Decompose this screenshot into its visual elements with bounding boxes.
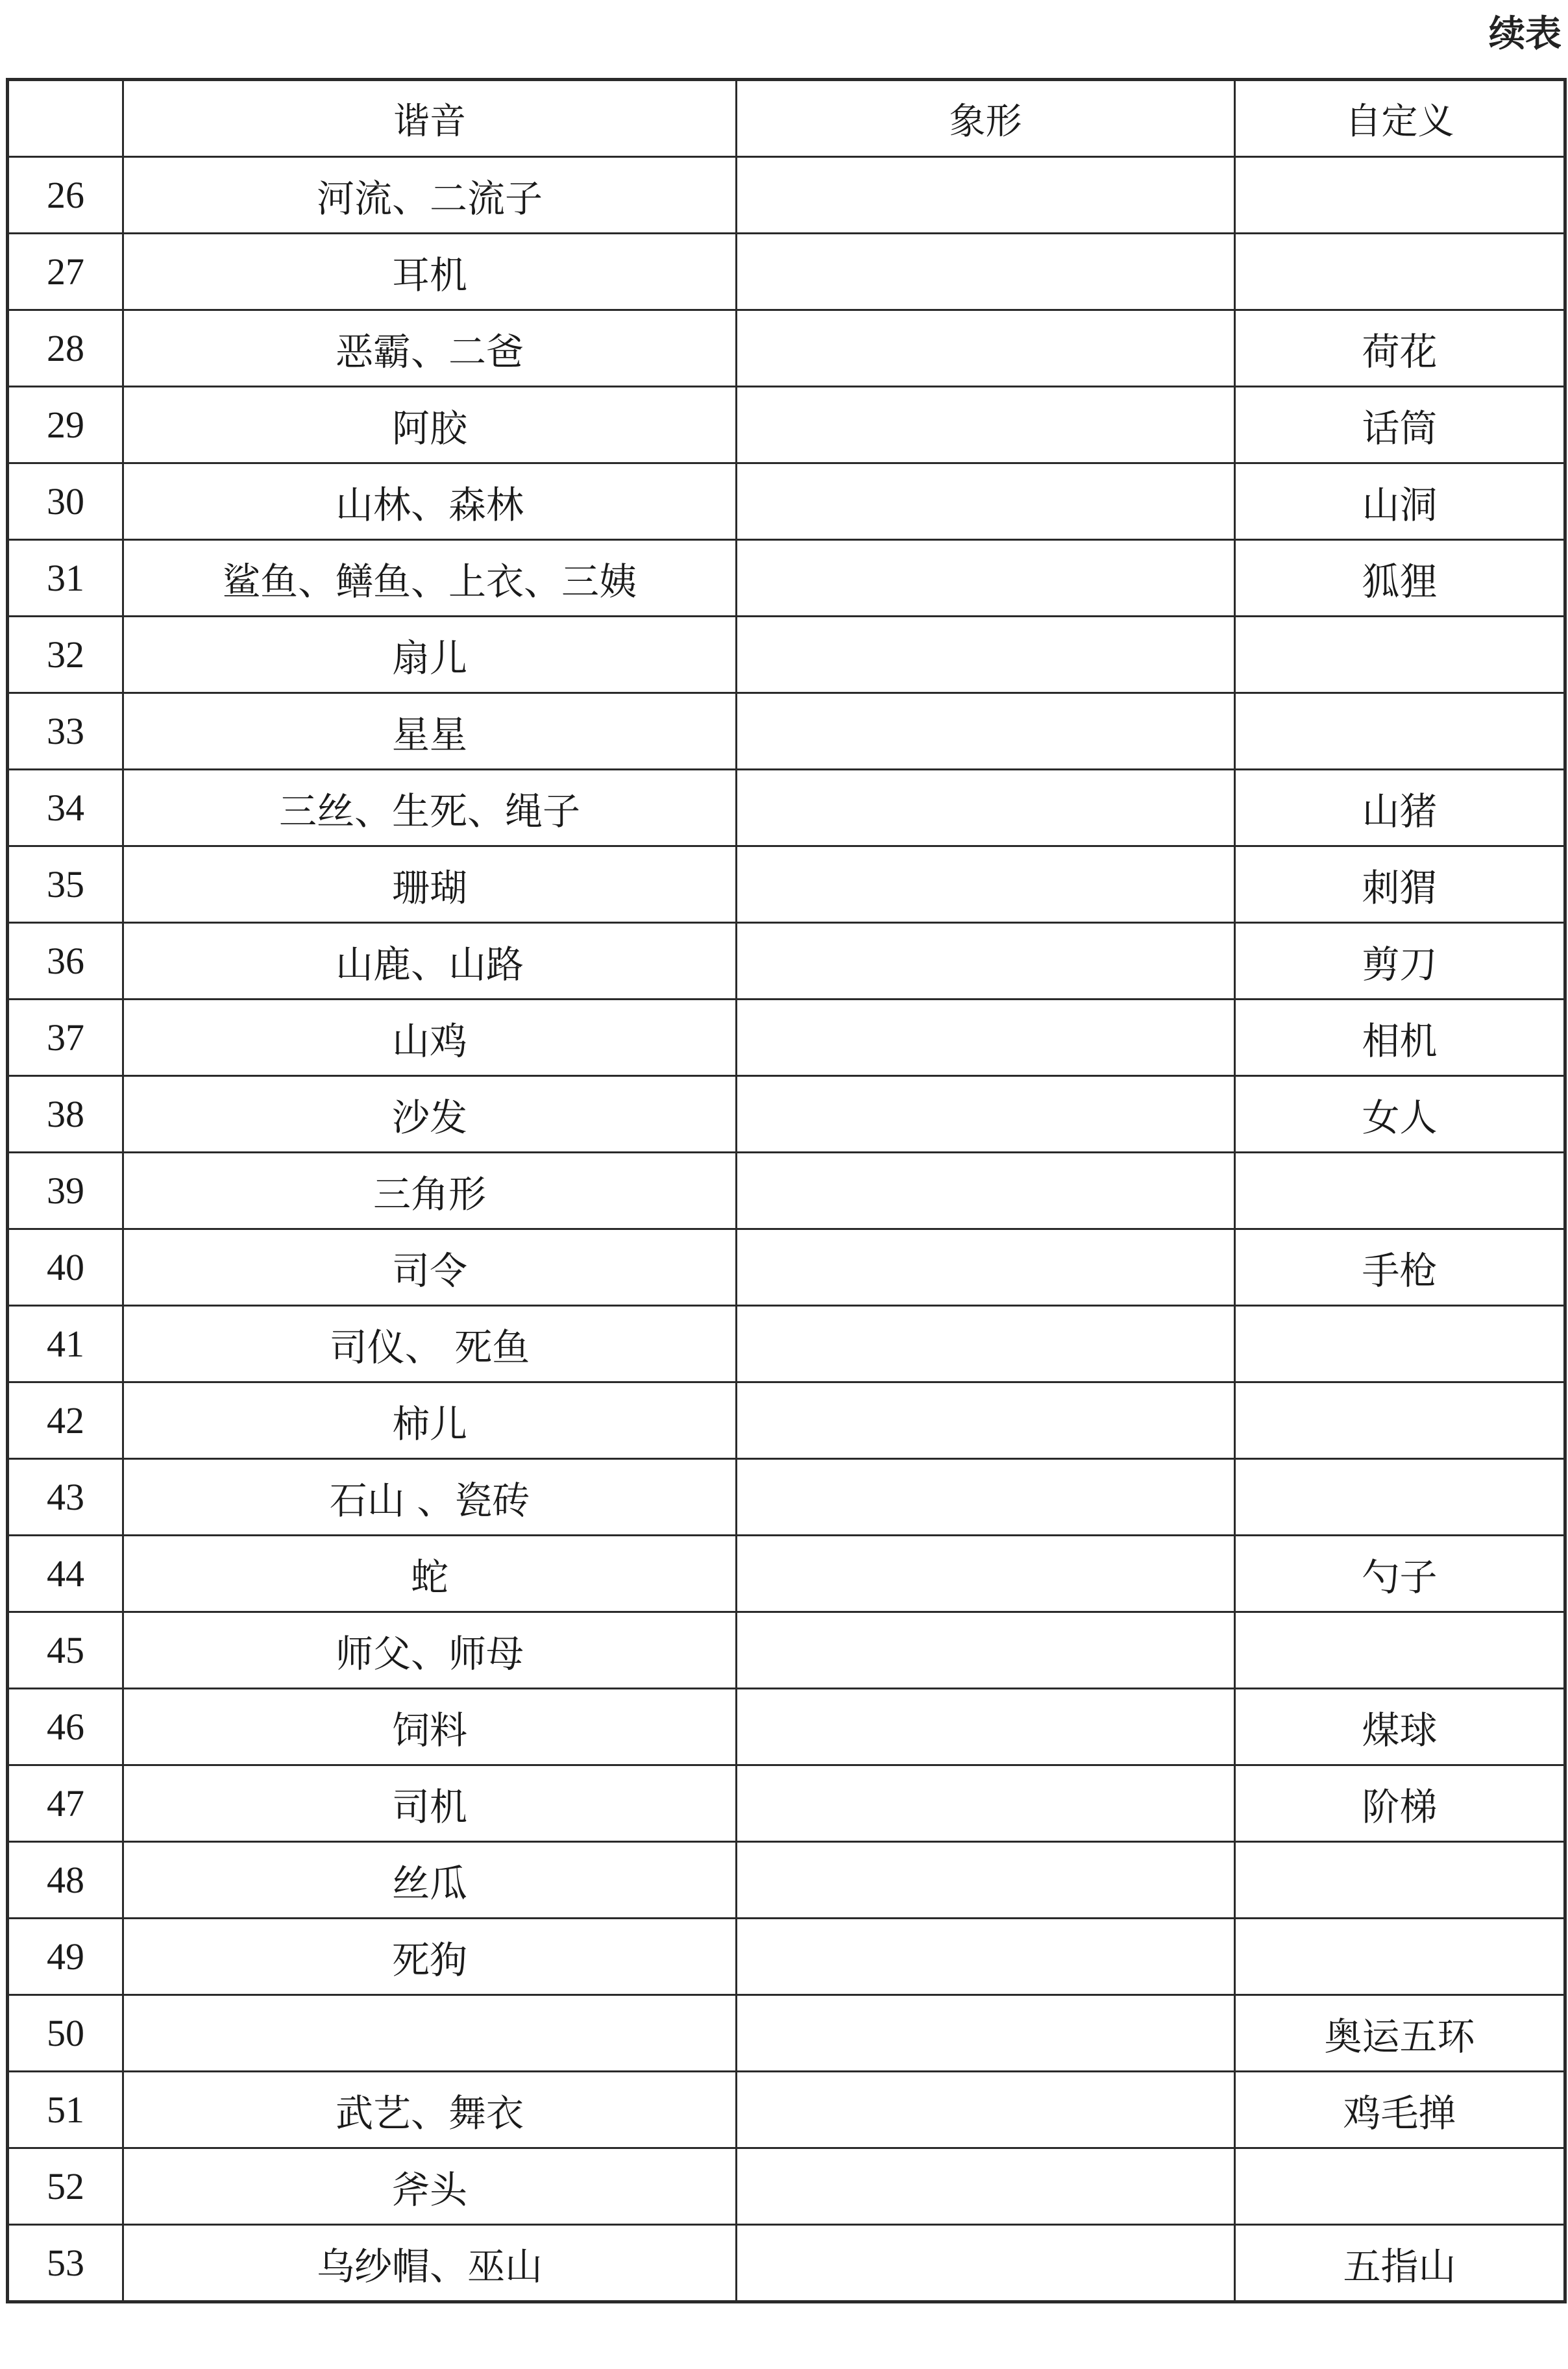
- pictograph-cell: [737, 540, 1235, 617]
- row-number: 47: [8, 1765, 123, 1842]
- pictograph-cell: [737, 387, 1235, 463]
- table-row: [8, 1153, 1565, 1229]
- custom-cell: [1235, 157, 1565, 234]
- homophone-cell: 恶霸、二爸: [123, 310, 737, 387]
- row-number: 39: [8, 1153, 123, 1229]
- custom-cell: [1235, 234, 1565, 310]
- pictograph-cell: [737, 2072, 1235, 2148]
- row-number: 27: [8, 234, 123, 310]
- custom-cell: [1235, 1306, 1565, 1382]
- custom-cell: 勺子: [1235, 1536, 1565, 1612]
- row-number: 49: [8, 1919, 123, 1995]
- table-row: [8, 2148, 1565, 2225]
- homophone-cell: 耳机: [123, 234, 737, 310]
- custom-cell: 手枪: [1235, 1229, 1565, 1306]
- homophone-cell: [123, 1995, 737, 2072]
- table-row: [8, 1612, 1565, 1689]
- pictograph-cell: [737, 1995, 1235, 2072]
- homophone-cell: 司令: [123, 1229, 737, 1306]
- homophone-cell: 武艺、舞衣: [123, 2072, 737, 2148]
- custom-cell: 剪刀: [1235, 923, 1565, 1000]
- row-number: 40: [8, 1229, 123, 1306]
- table-row: [8, 310, 1565, 387]
- row-number: 51: [8, 2072, 123, 2148]
- row-number: 45: [8, 1612, 123, 1689]
- header-number: [8, 80, 123, 157]
- homophone-cell: 三角形: [123, 1153, 737, 1229]
- row-number: 30: [8, 463, 123, 540]
- pictograph-cell: [737, 1229, 1235, 1306]
- homophone-cell: 饲料: [123, 1689, 737, 1765]
- row-number: 35: [8, 846, 123, 923]
- homophone-cell: 沙发: [123, 1076, 737, 1153]
- homophone-cell: 河流、二流子: [123, 157, 737, 234]
- pictograph-cell: [737, 1612, 1235, 1689]
- pictograph-cell: [737, 1153, 1235, 1229]
- custom-cell: 女人: [1235, 1076, 1565, 1153]
- row-number: 28: [8, 310, 123, 387]
- homophone-cell: 斧头: [123, 2148, 737, 2225]
- homophone-cell: 师父、师母: [123, 1612, 737, 1689]
- homophone-cell: 丝瓜: [123, 1842, 737, 1919]
- table-row: [8, 1995, 1565, 2072]
- pictograph-cell: [737, 846, 1235, 923]
- custom-cell: [1235, 1382, 1565, 1459]
- table-row: [8, 157, 1565, 234]
- header-homophone: 谐音: [123, 80, 737, 157]
- row-number: 31: [8, 540, 123, 617]
- pictograph-cell: [737, 310, 1235, 387]
- row-number: 48: [8, 1842, 123, 1919]
- pictograph-cell: [737, 1842, 1235, 1919]
- row-number: 34: [8, 770, 123, 846]
- pictograph-cell: [737, 1076, 1235, 1153]
- custom-cell: 山洞: [1235, 463, 1565, 540]
- row-number: 26: [8, 157, 123, 234]
- homophone-cell: 柿儿: [123, 1382, 737, 1459]
- custom-cell: 阶梯: [1235, 1765, 1565, 1842]
- table-body: [8, 157, 1565, 2302]
- table-row: [8, 1689, 1565, 1765]
- table-row: [8, 1229, 1565, 1306]
- table-row: [8, 1076, 1565, 1153]
- row-number: 33: [8, 693, 123, 770]
- pictograph-cell: [737, 1459, 1235, 1536]
- homophone-cell: 珊瑚: [123, 846, 737, 923]
- custom-cell: 奥运五环: [1235, 1995, 1565, 2072]
- row-number: 32: [8, 617, 123, 693]
- custom-cell: 煤球: [1235, 1689, 1565, 1765]
- table-continued-caption: 续表: [1489, 13, 1562, 55]
- homophone-cell: 司仪、 死鱼: [123, 1306, 737, 1382]
- pictograph-cell: [737, 693, 1235, 770]
- table-row: [8, 770, 1565, 846]
- pictograph-cell: [737, 463, 1235, 540]
- table-row: [8, 1765, 1565, 1842]
- pictograph-cell: [737, 157, 1235, 234]
- row-number: 50: [8, 1995, 123, 2072]
- custom-cell: 鸡毛掸: [1235, 2072, 1565, 2148]
- header-pictograph: 象形: [737, 80, 1235, 157]
- table-row: [8, 923, 1565, 1000]
- row-number: 38: [8, 1076, 123, 1153]
- table-row: [8, 234, 1565, 310]
- table-row: [8, 1459, 1565, 1536]
- homophone-cell: 阿胶: [123, 387, 737, 463]
- pictograph-cell: [737, 1000, 1235, 1076]
- table-row: [8, 617, 1565, 693]
- row-number: 37: [8, 1000, 123, 1076]
- mnemonic-table: [6, 78, 1567, 2303]
- homophone-cell: 司机: [123, 1765, 737, 1842]
- table-row: [8, 846, 1565, 923]
- homophone-cell: 死狗: [123, 1919, 737, 1995]
- pictograph-cell: [737, 617, 1235, 693]
- row-number: 46: [8, 1689, 123, 1765]
- custom-cell: [1235, 2148, 1565, 2225]
- pictograph-cell: [737, 1536, 1235, 1612]
- custom-cell: [1235, 617, 1565, 693]
- pictograph-cell: [737, 923, 1235, 1000]
- table-row: [8, 1382, 1565, 1459]
- custom-cell: 刺猬: [1235, 846, 1565, 923]
- table-row: [8, 2072, 1565, 2148]
- homophone-cell: 蛇: [123, 1536, 737, 1612]
- table-row: [8, 1536, 1565, 1612]
- homophone-cell: 星星: [123, 693, 737, 770]
- pictograph-cell: [737, 2225, 1235, 2302]
- custom-cell: [1235, 693, 1565, 770]
- custom-cell: 荷花: [1235, 310, 1565, 387]
- custom-cell: 狐狸: [1235, 540, 1565, 617]
- table-row: [8, 1000, 1565, 1076]
- custom-cell: [1235, 1153, 1565, 1229]
- custom-cell: [1235, 1459, 1565, 1536]
- header-row: [8, 80, 1565, 157]
- table-row: [8, 540, 1565, 617]
- table-row: [8, 1919, 1565, 1995]
- homophone-cell: 山鸡: [123, 1000, 737, 1076]
- row-number: 29: [8, 387, 123, 463]
- homophone-cell: 山鹿、山路: [123, 923, 737, 1000]
- table-row: [8, 1842, 1565, 1919]
- table-row: [8, 2225, 1565, 2302]
- row-number: 41: [8, 1306, 123, 1382]
- table-row: [8, 1306, 1565, 1382]
- pictograph-cell: [737, 1765, 1235, 1842]
- pictograph-cell: [737, 234, 1235, 310]
- custom-cell: 相机: [1235, 1000, 1565, 1076]
- table-row: [8, 693, 1565, 770]
- custom-cell: 话筒: [1235, 387, 1565, 463]
- pictograph-cell: [737, 2148, 1235, 2225]
- table-row: [8, 463, 1565, 540]
- homophone-cell: 乌纱帽、巫山: [123, 2225, 737, 2302]
- custom-cell: [1235, 1612, 1565, 1689]
- homophone-cell: 鲨鱼、鳝鱼、上衣、三姨: [123, 540, 737, 617]
- homophone-cell: 石山 、瓷砖: [123, 1459, 737, 1536]
- custom-cell: 五指山: [1235, 2225, 1565, 2302]
- row-number: 52: [8, 2148, 123, 2225]
- pictograph-cell: [737, 1382, 1235, 1459]
- homophone-cell: 三丝、生死、绳子: [123, 770, 737, 846]
- homophone-cell: 山林、森林: [123, 463, 737, 540]
- pictograph-cell: [737, 1919, 1235, 1995]
- homophone-cell: 扇儿: [123, 617, 737, 693]
- row-number: 44: [8, 1536, 123, 1612]
- header-custom: 自定义: [1235, 80, 1565, 157]
- pictograph-cell: [737, 1689, 1235, 1765]
- row-number: 53: [8, 2225, 123, 2302]
- row-number: 42: [8, 1382, 123, 1459]
- custom-cell: 山猪: [1235, 770, 1565, 846]
- pictograph-cell: [737, 770, 1235, 846]
- custom-cell: [1235, 1919, 1565, 1995]
- row-number: 43: [8, 1459, 123, 1536]
- custom-cell: [1235, 1842, 1565, 1919]
- table-row: [8, 387, 1565, 463]
- pictograph-cell: [737, 1306, 1235, 1382]
- row-number: 36: [8, 923, 123, 1000]
